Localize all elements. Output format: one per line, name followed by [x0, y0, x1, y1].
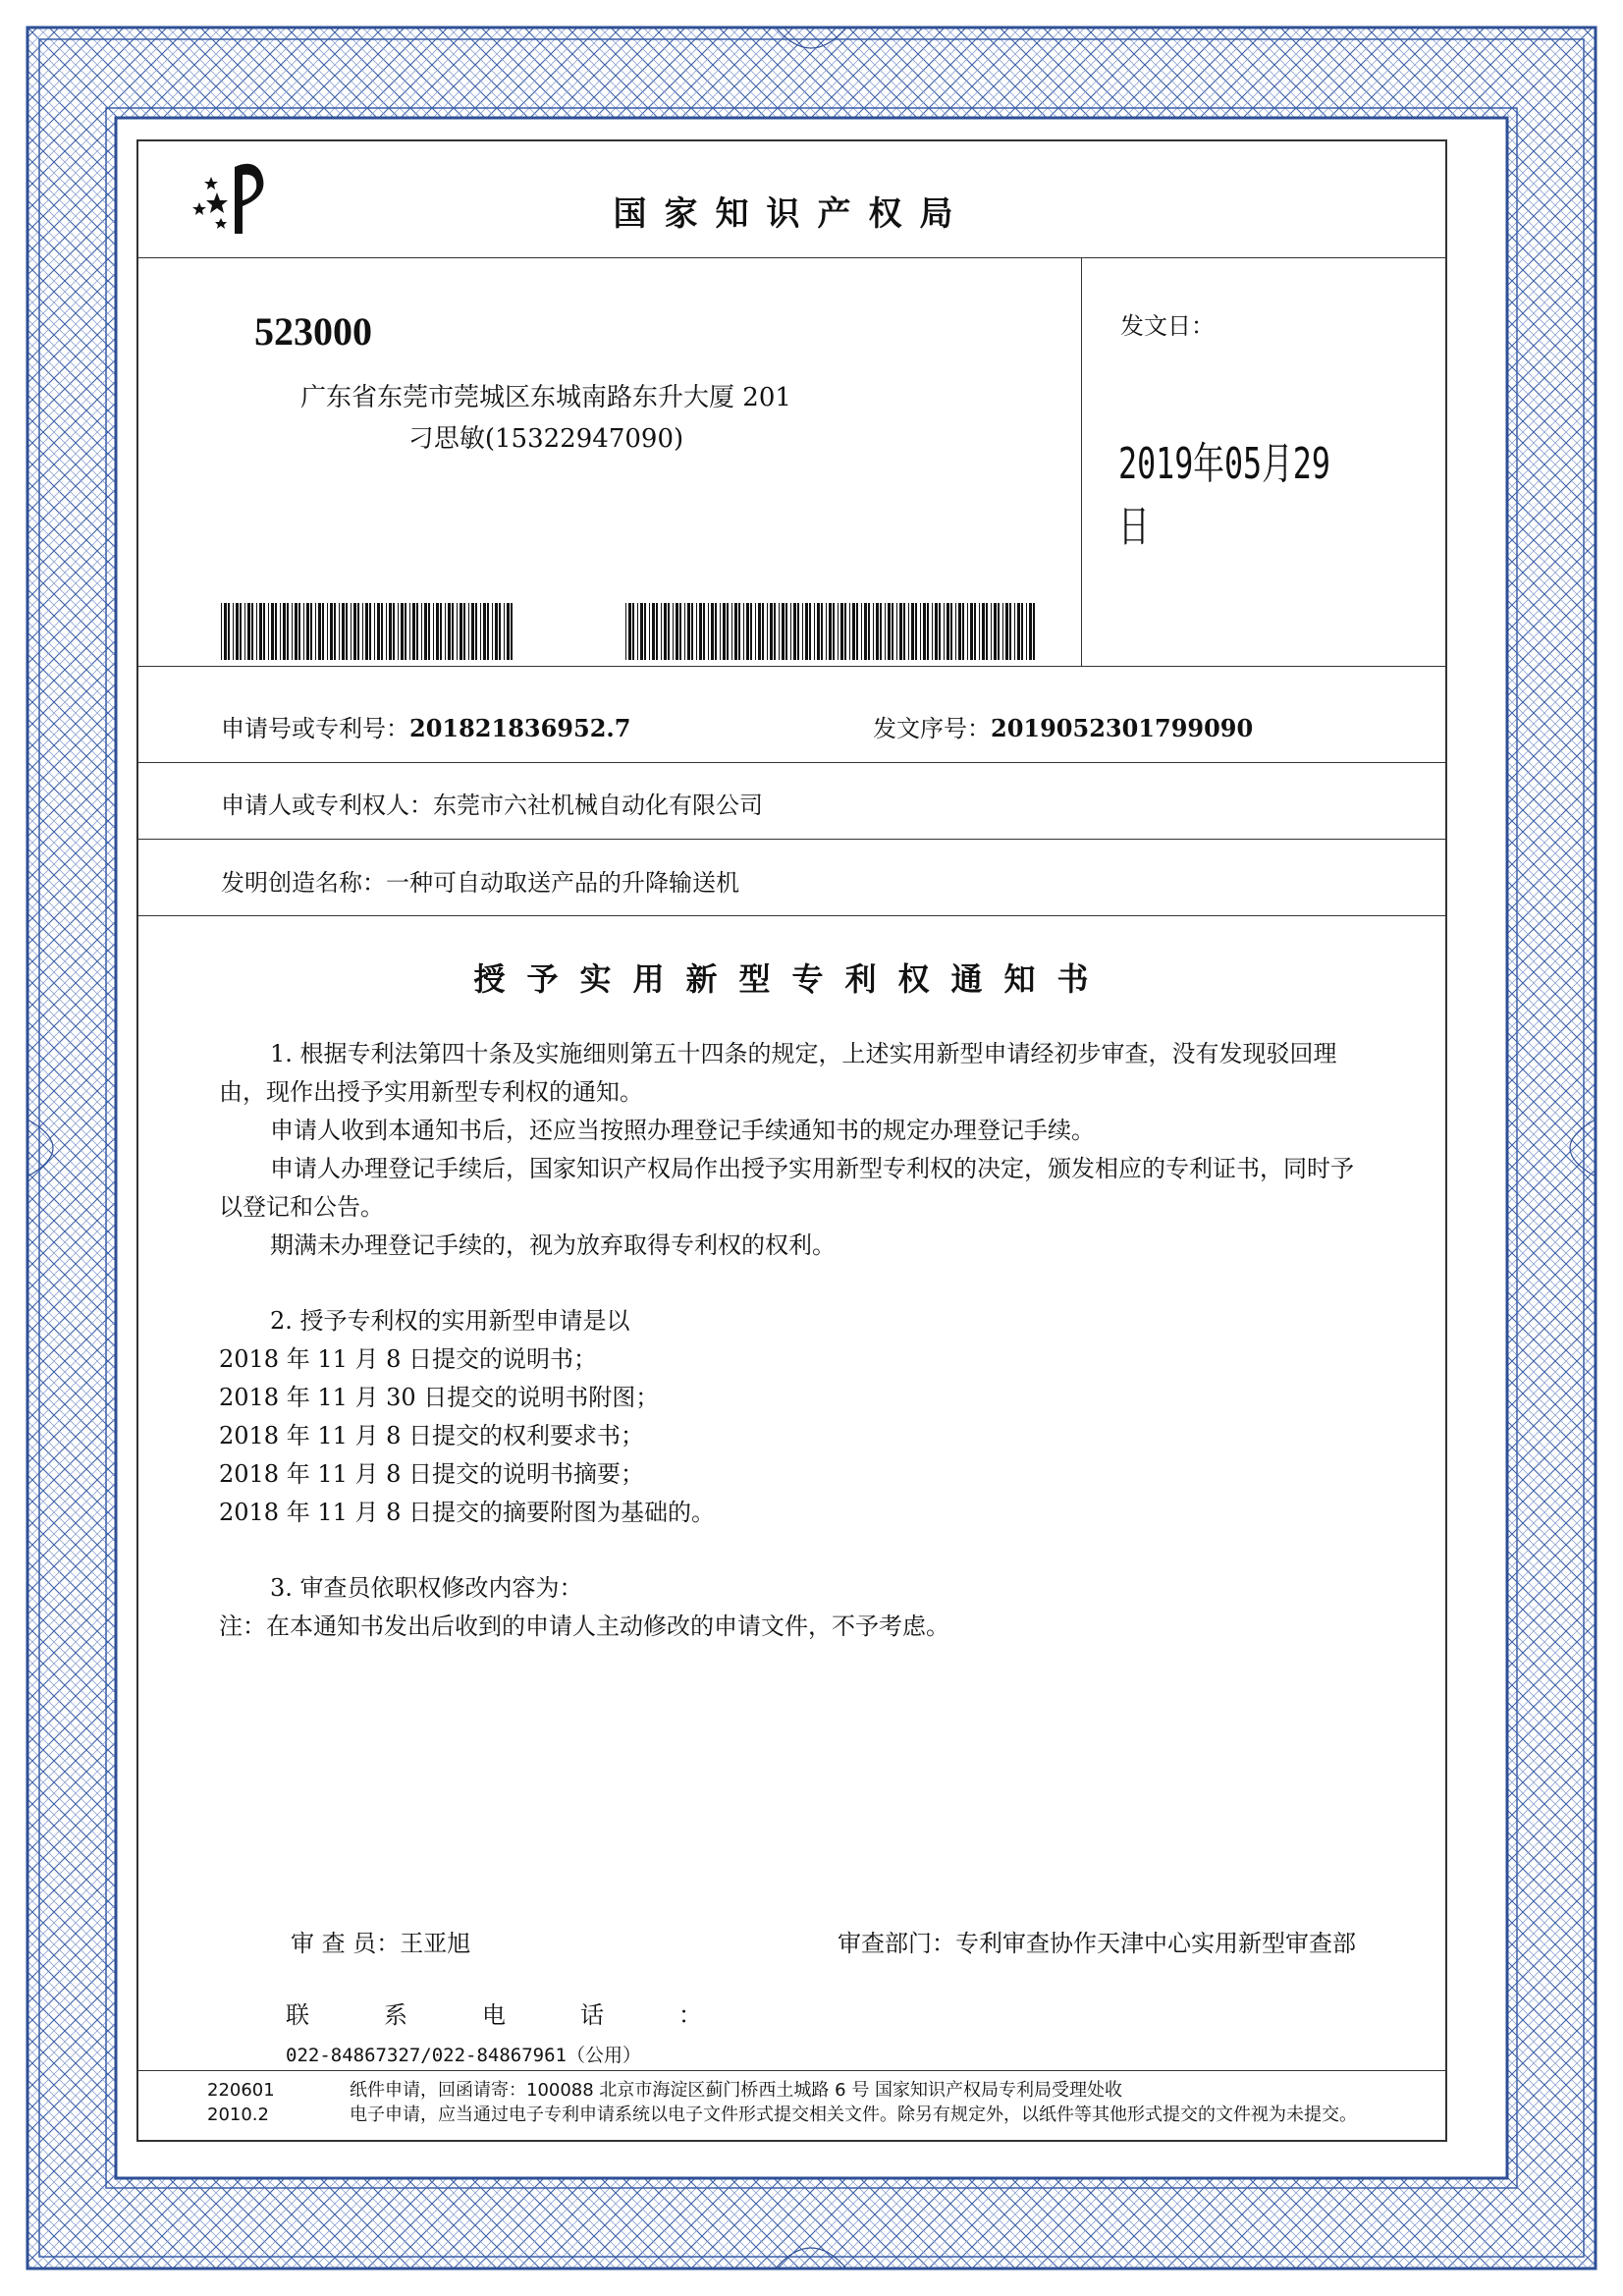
- invention-field: [221, 863, 739, 898]
- paragraph: 申请人收到本通知书后，还应当按照办理登记手续通知书的规定办理登记手续。: [270, 1117, 1095, 1144]
- application-number-field: [221, 709, 630, 743]
- list-item: 2018 年 11 月 30 日提交的说明书附图；: [219, 1384, 660, 1411]
- note: 注：在本通知书发出后收到的申请人主动修改的申请文件，不予考虑。: [219, 1613, 949, 1640]
- examiner: [291, 1924, 470, 1958]
- divider: [138, 257, 1445, 258]
- section-title: 3. 审查员依职权修改内容为：: [270, 1574, 583, 1602]
- list-item: 2018 年 11 月 8 日提交的说明书摘要；: [219, 1460, 645, 1488]
- issue-date-value: 2019年05月29日: [1118, 439, 1330, 552]
- footer-line: 纸件申请，回函请寄：100088 北京市海淀区蓟门桥西土城路 6 号 国家知识产权局专利局受理处收: [350, 2080, 1123, 2101]
- divider: [138, 915, 1445, 916]
- contact-phone: 022-84867327/022-84867961（公用）: [286, 2045, 641, 2066]
- divider: [138, 666, 1445, 667]
- divider: [138, 762, 1445, 763]
- department-label: 审查部门：: [838, 1930, 955, 1957]
- applicant-field: [221, 786, 763, 820]
- office-title: 国家知识产权局: [613, 194, 971, 234]
- form-version: 2010.2: [207, 2105, 269, 2125]
- serial-number-label: 发文序号：: [873, 715, 991, 742]
- divider: [138, 839, 1445, 840]
- invention-label: 发明创造名称：: [221, 869, 386, 897]
- application-number: 201821836952.7: [409, 714, 631, 742]
- applicant-label: 申请人或专利权人：: [221, 792, 433, 819]
- recipient-address: 广东省东莞市莞城区东城南路东升大厦 201: [300, 383, 791, 412]
- list-item: 2018 年 11 月 8 日提交的说明书；: [219, 1345, 598, 1373]
- recipient-name: 刁思敏(15322947090): [407, 424, 684, 454]
- notice-sheet: [136, 139, 1447, 2142]
- examiner-label: 审 查 员：: [291, 1930, 401, 1957]
- serial-number: 2019052301799090: [991, 714, 1254, 742]
- contact-phone-label: 联 系 电 话 ：: [286, 2001, 702, 2029]
- notice-title: 授予实用新型专利权通知书: [473, 960, 1110, 998]
- paragraph: 1. 根据专利法第四十条及实施细则第五十四条的规定，上述实用新型申请经初步审查，没有发现驳回理由，现作出授予实用新型专利权的通知。: [219, 1040, 1337, 1106]
- issue-date-label: 发文日：: [1120, 312, 1215, 340]
- notice-body: [219, 1035, 1368, 1646]
- applicant-name: 东莞市六社机械自动化有限公司: [433, 792, 763, 819]
- divider: [1081, 257, 1082, 666]
- department: [838, 1924, 1356, 1958]
- barcode-icon: [625, 603, 1038, 660]
- section-title: 2. 授予专利权的实用新型申请是以: [270, 1307, 630, 1335]
- form-code: 220601: [207, 2080, 275, 2101]
- footer-line: 电子申请，应当通过电子专利申请系统以电子文件形式提交相关文件。除另有规定外，以纸件等其他形式提交的文件视为未提交。: [350, 2105, 1357, 2125]
- postcode: 523000: [254, 309, 372, 354]
- list-item: 2018 年 11 月 8 日提交的摘要附图为基础的。: [219, 1499, 716, 1526]
- department-name: 专利审查协作天津中心实用新型审查部: [955, 1930, 1356, 1957]
- paragraph: 申请人办理登记手续后，国家知识产权局作出授予实用新型专利权的决定，颁发相应的专利证书，同时予以登记和公告。: [219, 1155, 1354, 1221]
- barcode-icon: [221, 603, 515, 660]
- list-item: 2018 年 11 月 8 日提交的权利要求书；: [219, 1422, 645, 1449]
- invention-title: 一种可自动取送产品的升降输送机: [386, 869, 739, 897]
- divider: [138, 2070, 1445, 2071]
- examiner-name: 王亚旭: [400, 1930, 471, 1957]
- application-number-label: 申请号或专利号：: [221, 715, 409, 742]
- paragraph: 期满未办理登记手续的，视为放弃取得专利权的权利。: [270, 1231, 836, 1259]
- serial-number-field: [873, 709, 1253, 743]
